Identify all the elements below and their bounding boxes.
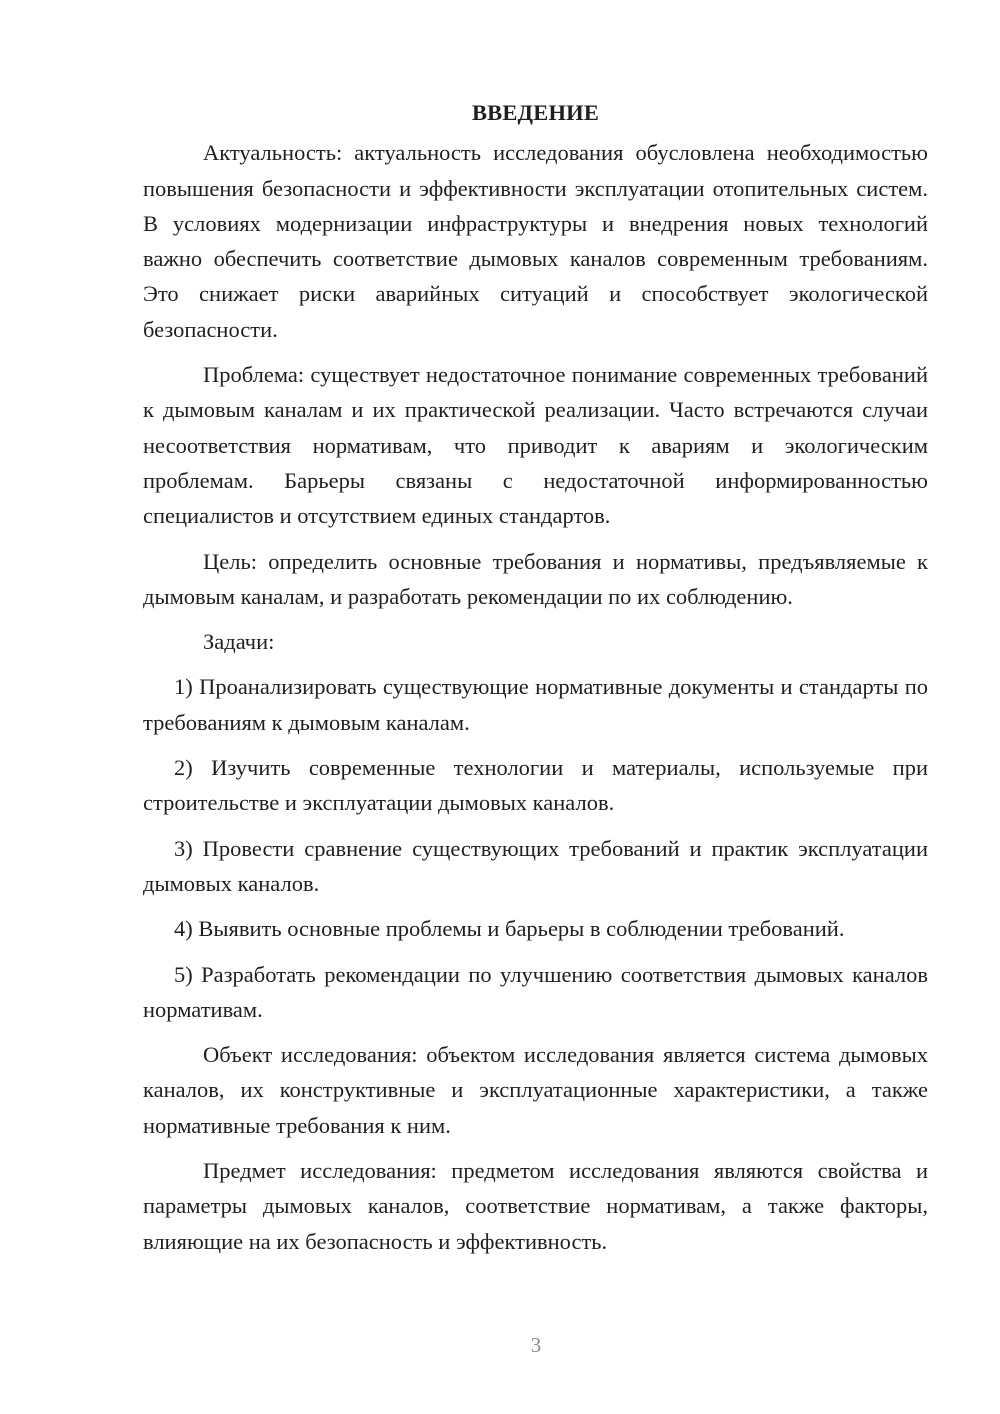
task-item-5: 5) Разработать рекомендации по улучшению соответствия дымовых каналов нормативам.	[143, 961, 928, 1022]
task-item-2: 2) Изучить современные технологии и материалы, используемые при строительстве и эксплуатации дымовых каналов.	[143, 755, 928, 816]
goal-paragraph: Цель: определить основные требования и нормативы, предъявляемые к дымовым каналам, и разработать рекомендации по их соблюдению.	[143, 548, 928, 609]
subject-paragraph: Предмет исследования: предметом исследования являются свойства и параметры дымовых каналов, соответствие нормативам, а также факторы, влияющие на их безопасность и эффективность.	[143, 1158, 928, 1254]
tasks-heading: Задачи:	[203, 629, 275, 655]
relevance-paragraph: Актуальность: актуальность исследования обусловлена необходимостью повышения безопасности и эффективности эксплуатации отопительных систем. В условиях модернизации инфраструктуры и внедрения новых технологий важно обеспечить соответствие дымовых каналов современным требованиям. Это снижает риски аварийных ситуаций и способствует экологической безопасности.	[143, 140, 928, 342]
task-item-1: 1) Проанализировать существующие нормативные документы и стандарты по требованиям к дымовым каналам.	[143, 674, 928, 735]
object-paragraph: Объект исследования: объектом исследования является система дымовых каналов, их конструктивные и эксплуатационные характеристики, а также нормативные требования к ним.	[143, 1042, 928, 1138]
page-number: 3	[530, 1333, 542, 1357]
page-title: ВВЕДЕНИЕ	[471, 100, 600, 125]
task-item-4: 4) Выявить основные проблемы и барьеры в соблюдении требований.	[174, 916, 845, 942]
task-item-3: 3) Провести сравнение существующих требований и практик эксплуатации дымовых каналов.	[143, 835, 928, 896]
problem-paragraph: Проблема: существует недостаточное понимание современных требований к дымовым каналам и их практической реализации. Часто встречаются случаи несоответствия нормативам, что приводит к авариям и экологическим проблемам. Барьеры связаны с недостаточной информированностью специалистов и отсутствием единых стандартов.	[143, 362, 928, 529]
document-page	[143, 95, 928, 1269]
